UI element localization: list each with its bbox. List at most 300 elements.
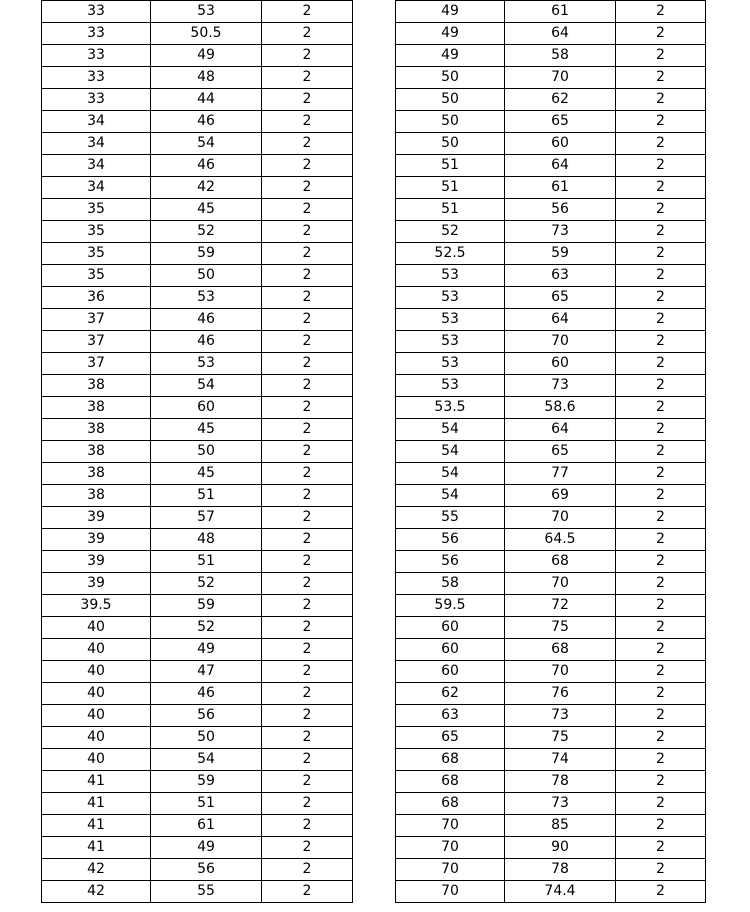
table-cell-col3: 2 xyxy=(262,243,353,265)
table-row xyxy=(396,199,706,221)
table-cell-col3: 2 xyxy=(262,287,353,309)
table-cell-col2: 53 xyxy=(151,1,262,23)
table-cell-col1: 50 xyxy=(396,89,505,111)
table-row xyxy=(396,309,706,331)
table-cell-col3: 2 xyxy=(262,727,353,749)
table-cell-col2: 64.5 xyxy=(505,529,616,551)
table-cell-col2: 46 xyxy=(151,331,262,353)
table-cell-col1: 54 xyxy=(396,419,505,441)
table-cell-col3: 2 xyxy=(262,771,353,793)
table-cell-col1: 53 xyxy=(396,265,505,287)
table-cell-col2: 46 xyxy=(151,111,262,133)
table-row xyxy=(42,397,353,419)
table-cell-col2: 70 xyxy=(505,661,616,683)
table-cell-col1: 34 xyxy=(42,111,151,133)
table-cell-col1: 68 xyxy=(396,771,505,793)
table-row xyxy=(396,67,706,89)
table-cell-col2: 48 xyxy=(151,67,262,89)
table-cell-col1: 54 xyxy=(396,485,505,507)
table-cell-col3: 2 xyxy=(616,705,706,727)
table-cell-col1: 40 xyxy=(42,727,151,749)
table-row xyxy=(42,67,353,89)
table-cell-col1: 68 xyxy=(396,793,505,815)
table-cell-col2: 69 xyxy=(505,485,616,507)
table-cell-col2: 75 xyxy=(505,727,616,749)
table-cell-col3: 2 xyxy=(616,375,706,397)
table-cell-col3: 2 xyxy=(616,397,706,419)
table-cell-col1: 33 xyxy=(42,89,151,111)
table-cell-col2: 45 xyxy=(151,463,262,485)
table-cell-col1: 60 xyxy=(396,639,505,661)
table-cell-col2: 77 xyxy=(505,463,616,485)
table-cell-col2: 74 xyxy=(505,749,616,771)
table-cell-col1: 35 xyxy=(42,199,151,221)
table-row xyxy=(42,177,353,199)
table-cell-col1: 56 xyxy=(396,551,505,573)
table-cell-col2: 72 xyxy=(505,595,616,617)
table-row xyxy=(396,177,706,199)
table-cell-col3: 2 xyxy=(616,111,706,133)
table-row xyxy=(42,221,353,243)
table-cell-col3: 2 xyxy=(616,551,706,573)
table-cell-col2: 60 xyxy=(505,133,616,155)
table-cell-col1: 50 xyxy=(396,133,505,155)
table-cell-col2: 57 xyxy=(151,507,262,529)
table-row xyxy=(42,573,353,595)
table-cell-col1: 34 xyxy=(42,133,151,155)
table-row xyxy=(396,265,706,287)
table-cell-col1: 60 xyxy=(396,617,505,639)
table-cell-col1: 35 xyxy=(42,221,151,243)
table-row xyxy=(396,683,706,705)
table-row xyxy=(42,771,353,793)
table-cell-col2: 53 xyxy=(151,353,262,375)
table-row xyxy=(396,837,706,859)
table-row xyxy=(42,265,353,287)
table-row xyxy=(396,133,706,155)
table-cell-col3: 2 xyxy=(616,859,706,881)
table-row xyxy=(396,1,706,23)
table-cell-col1: 58 xyxy=(396,573,505,595)
table-cell-col3: 2 xyxy=(262,881,353,903)
table-cell-col3: 2 xyxy=(616,639,706,661)
table-cell-col2: 64 xyxy=(505,23,616,45)
table-cell-col1: 53 xyxy=(396,331,505,353)
table-cell-col1: 40 xyxy=(42,705,151,727)
table-cell-col2: 65 xyxy=(505,111,616,133)
table-cell-col2: 45 xyxy=(151,199,262,221)
table-cell-col1: 38 xyxy=(42,463,151,485)
table-cell-col3: 2 xyxy=(616,683,706,705)
table-cell-col3: 2 xyxy=(262,89,353,111)
table-row xyxy=(396,507,706,529)
table-row xyxy=(42,485,353,507)
table-cell-col1: 70 xyxy=(396,859,505,881)
table-row xyxy=(42,661,353,683)
table-row xyxy=(396,529,706,551)
table-cell-col3: 2 xyxy=(262,617,353,639)
table-cell-col1: 39 xyxy=(42,507,151,529)
table-cell-col1: 70 xyxy=(396,837,505,859)
table-cell-col3: 2 xyxy=(262,309,353,331)
table-cell-col3: 2 xyxy=(616,177,706,199)
table-row xyxy=(396,89,706,111)
table-cell-col2: 90 xyxy=(505,837,616,859)
table-cell-col1: 40 xyxy=(42,683,151,705)
table-row xyxy=(42,595,353,617)
table-cell-col1: 56 xyxy=(396,529,505,551)
table-row xyxy=(396,45,706,67)
table-cell-col3: 2 xyxy=(262,507,353,529)
table-cell-col1: 39 xyxy=(42,529,151,551)
table-cell-col1: 52.5 xyxy=(396,243,505,265)
table-cell-col2: 56 xyxy=(151,859,262,881)
table-row xyxy=(42,23,353,45)
table-row xyxy=(42,419,353,441)
table-cell-col2: 54 xyxy=(151,375,262,397)
table-cell-col1: 42 xyxy=(42,859,151,881)
table-cell-col2: 68 xyxy=(505,639,616,661)
table-cell-col1: 53 xyxy=(396,353,505,375)
table-cell-col3: 2 xyxy=(262,441,353,463)
table-row xyxy=(396,551,706,573)
table-cell-col3: 2 xyxy=(262,331,353,353)
table-cell-col2: 61 xyxy=(505,177,616,199)
table-cell-col3: 2 xyxy=(262,155,353,177)
table-cell-col1: 51 xyxy=(396,177,505,199)
table-cell-col2: 46 xyxy=(151,309,262,331)
table-cell-col3: 2 xyxy=(616,89,706,111)
table-cell-col3: 2 xyxy=(262,837,353,859)
table-row xyxy=(42,199,353,221)
table-cell-col2: 49 xyxy=(151,837,262,859)
table-row xyxy=(42,639,353,661)
table-cell-col1: 55 xyxy=(396,507,505,529)
table-cell-col2: 50 xyxy=(151,441,262,463)
table-cell-col3: 2 xyxy=(262,199,353,221)
table-cell-col3: 2 xyxy=(262,23,353,45)
table-cell-col1: 41 xyxy=(42,815,151,837)
data-table-left xyxy=(41,0,353,903)
table-cell-col1: 41 xyxy=(42,771,151,793)
table-cell-col2: 49 xyxy=(151,45,262,67)
table-cell-col1: 51 xyxy=(396,199,505,221)
table-cell-col2: 50 xyxy=(151,265,262,287)
table-cell-col2: 52 xyxy=(151,617,262,639)
table-cell-col3: 2 xyxy=(616,507,706,529)
table-cell-col3: 2 xyxy=(616,771,706,793)
table-cell-col2: 58 xyxy=(505,45,616,67)
table-row xyxy=(42,89,353,111)
table-cell-col2: 52 xyxy=(151,573,262,595)
table-cell-col1: 37 xyxy=(42,331,151,353)
table-cell-col2: 50 xyxy=(151,727,262,749)
table-cell-col2: 59 xyxy=(151,595,262,617)
table-row xyxy=(42,331,353,353)
table-cell-col2: 52 xyxy=(151,221,262,243)
table-cell-col1: 49 xyxy=(396,1,505,23)
table-cell-col3: 2 xyxy=(262,485,353,507)
table-row xyxy=(42,287,353,309)
table-cell-col3: 2 xyxy=(616,243,706,265)
table-cell-col2: 73 xyxy=(505,793,616,815)
table-cell-col2: 59 xyxy=(505,243,616,265)
table-cell-col1: 37 xyxy=(42,353,151,375)
table-row xyxy=(42,727,353,749)
table-cell-col2: 46 xyxy=(151,155,262,177)
table-cell-col2: 76 xyxy=(505,683,616,705)
table-cell-col3: 2 xyxy=(616,815,706,837)
table-cell-col1: 38 xyxy=(42,397,151,419)
table-row xyxy=(396,815,706,837)
table-row xyxy=(42,551,353,573)
table-row xyxy=(42,837,353,859)
table-row xyxy=(396,661,706,683)
table-cell-col3: 2 xyxy=(262,397,353,419)
table-cell-col2: 59 xyxy=(151,771,262,793)
table-cell-col3: 2 xyxy=(616,837,706,859)
table-cell-col3: 2 xyxy=(616,353,706,375)
table-row xyxy=(396,287,706,309)
table-cell-col3: 2 xyxy=(262,419,353,441)
table-cell-col2: 70 xyxy=(505,331,616,353)
table-cell-col2: 78 xyxy=(505,771,616,793)
table-row xyxy=(396,573,706,595)
table-row xyxy=(396,617,706,639)
table-row xyxy=(396,221,706,243)
table-row xyxy=(42,617,353,639)
table-cell-col2: 75 xyxy=(505,617,616,639)
table-cell-col1: 70 xyxy=(396,815,505,837)
table-row xyxy=(396,881,706,903)
table-cell-col2: 42 xyxy=(151,177,262,199)
table-row xyxy=(396,353,706,375)
table-cell-col3: 2 xyxy=(262,573,353,595)
table-cell-col2: 60 xyxy=(505,353,616,375)
table-cell-col1: 53.5 xyxy=(396,397,505,419)
table-cell-col1: 40 xyxy=(42,617,151,639)
table-cell-col2: 61 xyxy=(505,1,616,23)
table-cell-col1: 41 xyxy=(42,793,151,815)
table-cell-col3: 2 xyxy=(616,23,706,45)
table-cell-col3: 2 xyxy=(262,133,353,155)
table-cell-col2: 73 xyxy=(505,221,616,243)
table-cell-col1: 36 xyxy=(42,287,151,309)
table-cell-col3: 2 xyxy=(616,793,706,815)
table-cell-col2: 64 xyxy=(505,155,616,177)
table-cell-col2: 49 xyxy=(151,639,262,661)
table-cell-col2: 47 xyxy=(151,661,262,683)
table-row xyxy=(42,1,353,23)
table-cell-col3: 2 xyxy=(616,221,706,243)
table-row xyxy=(396,595,706,617)
table-cell-col2: 44 xyxy=(151,89,262,111)
table-cell-col1: 39.5 xyxy=(42,595,151,617)
table-row xyxy=(42,881,353,903)
table-cell-col3: 2 xyxy=(262,815,353,837)
table-cell-col3: 2 xyxy=(262,67,353,89)
table-cell-col2: 55 xyxy=(151,881,262,903)
table-cell-col2: 54 xyxy=(151,749,262,771)
table-row xyxy=(42,111,353,133)
table-cell-col2: 85 xyxy=(505,815,616,837)
table-row xyxy=(42,155,353,177)
table-cell-col3: 2 xyxy=(616,67,706,89)
table-cell-col3: 2 xyxy=(616,881,706,903)
table-row xyxy=(396,23,706,45)
table-cell-col2: 58.6 xyxy=(505,397,616,419)
table-cell-col2: 60 xyxy=(151,397,262,419)
table-cell-col2: 63 xyxy=(505,265,616,287)
table-cell-col3: 2 xyxy=(616,309,706,331)
table-cell-col1: 38 xyxy=(42,419,151,441)
table-cell-col1: 38 xyxy=(42,375,151,397)
table-cell-col1: 40 xyxy=(42,639,151,661)
table-cell-col3: 2 xyxy=(616,661,706,683)
table-cell-col1: 60 xyxy=(396,661,505,683)
table-row xyxy=(42,529,353,551)
table-cell-col1: 42 xyxy=(42,881,151,903)
table-row xyxy=(396,727,706,749)
table-cell-col3: 2 xyxy=(262,859,353,881)
table-cell-col2: 59 xyxy=(151,243,262,265)
table-row xyxy=(396,243,706,265)
table-row xyxy=(42,705,353,727)
table-row xyxy=(42,463,353,485)
table-row xyxy=(396,155,706,177)
table-cell-col1: 53 xyxy=(396,375,505,397)
table-row xyxy=(42,243,353,265)
table-cell-col3: 2 xyxy=(616,463,706,485)
table-cell-col1: 49 xyxy=(396,45,505,67)
table-row xyxy=(42,441,353,463)
table-row xyxy=(396,375,706,397)
table-cell-col1: 35 xyxy=(42,265,151,287)
table-row xyxy=(42,749,353,771)
table-cell-col3: 2 xyxy=(616,573,706,595)
table-cell-col3: 2 xyxy=(616,485,706,507)
table-cell-col3: 2 xyxy=(616,727,706,749)
table-cell-col2: 73 xyxy=(505,705,616,727)
table-row xyxy=(396,859,706,881)
table-cell-col1: 38 xyxy=(42,441,151,463)
table-cell-col3: 2 xyxy=(262,111,353,133)
table-row xyxy=(396,331,706,353)
table-cell-col2: 68 xyxy=(505,551,616,573)
table-cell-col3: 2 xyxy=(262,265,353,287)
table-cell-col3: 2 xyxy=(616,265,706,287)
table-cell-col1: 33 xyxy=(42,1,151,23)
table-cell-col2: 65 xyxy=(505,287,616,309)
table-cell-col2: 56 xyxy=(151,705,262,727)
table-cell-col2: 61 xyxy=(151,815,262,837)
table-row xyxy=(396,463,706,485)
table-cell-col3: 2 xyxy=(262,639,353,661)
table-cell-col1: 49 xyxy=(396,23,505,45)
table-cell-col1: 54 xyxy=(396,441,505,463)
table-cell-col1: 37 xyxy=(42,309,151,331)
table-cell-col1: 68 xyxy=(396,749,505,771)
table-cell-col1: 62 xyxy=(396,683,505,705)
table-cell-col1: 53 xyxy=(396,309,505,331)
table-cell-col1: 54 xyxy=(396,463,505,485)
table-cell-col2: 64 xyxy=(505,419,616,441)
table-row xyxy=(396,705,706,727)
table-row xyxy=(42,309,353,331)
table-cell-col1: 52 xyxy=(396,221,505,243)
table-cell-col3: 2 xyxy=(262,177,353,199)
table-cell-col3: 2 xyxy=(262,353,353,375)
table-row xyxy=(42,133,353,155)
table-cell-col3: 2 xyxy=(616,155,706,177)
table-cell-col3: 2 xyxy=(262,45,353,67)
table-cell-col3: 2 xyxy=(616,529,706,551)
table-row xyxy=(396,749,706,771)
table-cell-col1: 41 xyxy=(42,837,151,859)
table-cell-col3: 2 xyxy=(616,287,706,309)
table-cell-col3: 2 xyxy=(616,749,706,771)
table-cell-col3: 2 xyxy=(616,441,706,463)
table-cell-col3: 2 xyxy=(616,133,706,155)
table-cell-col3: 2 xyxy=(262,221,353,243)
table-cell-col1: 33 xyxy=(42,67,151,89)
table-cell-col1: 53 xyxy=(396,287,505,309)
table-row xyxy=(396,419,706,441)
table-cell-col2: 74.4 xyxy=(505,881,616,903)
table-cell-col3: 2 xyxy=(616,617,706,639)
table-cell-col2: 50.5 xyxy=(151,23,262,45)
table-cell-col1: 33 xyxy=(42,45,151,67)
table-cell-col3: 2 xyxy=(262,749,353,771)
table-cell-col1: 63 xyxy=(396,705,505,727)
table-row xyxy=(396,397,706,419)
table-row xyxy=(42,375,353,397)
table-cell-col3: 2 xyxy=(262,463,353,485)
table-cell-col3: 2 xyxy=(616,45,706,67)
table-cell-col1: 40 xyxy=(42,661,151,683)
table-cell-col3: 2 xyxy=(262,683,353,705)
table-cell-col1: 40 xyxy=(42,749,151,771)
table-cell-col2: 46 xyxy=(151,683,262,705)
table-row xyxy=(396,111,706,133)
table-cell-col3: 2 xyxy=(262,705,353,727)
table-row xyxy=(42,353,353,375)
table-cell-col1: 59.5 xyxy=(396,595,505,617)
table-cell-col3: 2 xyxy=(616,331,706,353)
table-row xyxy=(396,441,706,463)
table-cell-col2: 51 xyxy=(151,485,262,507)
table-cell-col1: 70 xyxy=(396,881,505,903)
table-cell-col2: 56 xyxy=(505,199,616,221)
table-cell-col2: 54 xyxy=(151,133,262,155)
table-cell-col2: 78 xyxy=(505,859,616,881)
table-row xyxy=(396,793,706,815)
table-row xyxy=(42,45,353,67)
table-cell-col3: 2 xyxy=(616,1,706,23)
table-cell-col2: 48 xyxy=(151,529,262,551)
table-cell-col1: 33 xyxy=(42,23,151,45)
table-row xyxy=(396,639,706,661)
table-cell-col3: 2 xyxy=(262,661,353,683)
table-cell-col2: 70 xyxy=(505,507,616,529)
table-row xyxy=(42,683,353,705)
table-cell-col3: 2 xyxy=(262,793,353,815)
table-row xyxy=(42,793,353,815)
table-cell-col1: 50 xyxy=(396,111,505,133)
table-cell-col2: 65 xyxy=(505,441,616,463)
table-cell-col3: 2 xyxy=(262,551,353,573)
table-cell-col2: 51 xyxy=(151,551,262,573)
